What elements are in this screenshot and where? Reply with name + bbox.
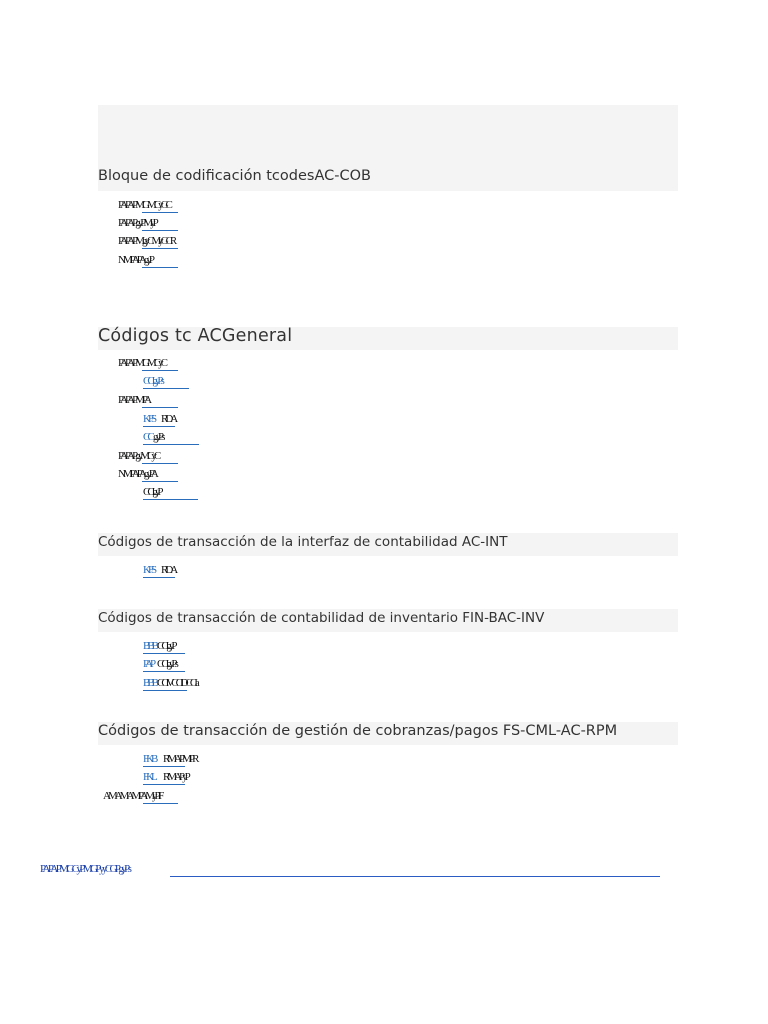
item-code-link[interactable]: BBB <box>143 640 157 652</box>
list-item[interactable] <box>118 234 178 250</box>
link-underline <box>143 499 198 500</box>
item-code-text: PAPAPMgyCMyGCR <box>118 235 175 247</box>
item-code-text: PAPAPMPA <box>118 394 150 406</box>
link-underline <box>143 766 185 767</box>
list-item[interactable] <box>143 752 199 768</box>
item-code-link[interactable]: BBB <box>143 677 157 689</box>
item-code-link[interactable]: CC <box>143 431 152 443</box>
item-code-text: RMAPyP <box>163 771 188 783</box>
item-code-text: CCIVCCIDCCIa <box>157 677 197 689</box>
link-underline <box>143 426 175 427</box>
list-item[interactable] <box>118 216 178 232</box>
item-code-link[interactable]: KFS <box>143 413 155 425</box>
list-item[interactable] <box>143 676 199 692</box>
item-code-link[interactable]: CCIgyPs <box>143 375 162 387</box>
section-title-int: Códigos de transacción de la interfaz de contabilidad AC-INT <box>98 534 508 550</box>
list-item[interactable] <box>143 430 199 446</box>
list-item[interactable] <box>118 253 178 269</box>
link-underline <box>143 388 189 389</box>
list-item[interactable] <box>118 393 178 409</box>
item-code-link[interactable]: PAP <box>143 658 154 670</box>
list-item[interactable] <box>143 657 185 673</box>
footer-link-underline <box>170 876 660 877</box>
footer-link[interactable]: PAPAPMGCyPMGPyyCGPgyPs <box>40 863 130 875</box>
item-code-text: CCIgyPs <box>157 658 176 670</box>
list-item[interactable] <box>118 356 178 372</box>
list-item[interactable] <box>143 485 198 501</box>
link-underline <box>143 444 199 445</box>
item-code-text: RDA <box>161 413 176 425</box>
item-code-link[interactable]: KFS <box>143 564 155 576</box>
link-underline <box>143 803 178 804</box>
item-code-text: CCIgyP <box>157 640 175 652</box>
item-code-text: NMPAPAgyP <box>118 254 152 266</box>
item-code-text: NMPAPAgyPA <box>118 468 156 480</box>
link-underline <box>143 690 187 691</box>
list-item[interactable] <box>143 770 189 786</box>
item-code-text: RMAPMPR <box>163 753 197 765</box>
list-item[interactable] <box>143 412 185 428</box>
list-item[interactable] <box>118 198 178 214</box>
item-code-text: PAPAPMGMCyGC <box>118 199 170 211</box>
link-underline <box>142 370 178 371</box>
link-underline <box>143 671 185 672</box>
section-title-rpm: Códigos de transacción de gestión de cobranzas/pagos FS-CML-AC-RPM <box>98 723 618 739</box>
section-title-general: Códigos tc ACGeneral <box>98 326 293 346</box>
list-item[interactable] <box>143 563 185 579</box>
link-underline <box>142 248 178 249</box>
link-underline <box>142 463 178 464</box>
link-underline <box>142 481 178 482</box>
item-code-text: gyPs <box>153 431 163 443</box>
link-underline <box>142 407 178 408</box>
link-underline <box>143 653 185 654</box>
section-title-cob: Bloque de codificación tcodesAC-COB <box>98 168 371 184</box>
item-code-link[interactable]: FKL <box>143 771 155 783</box>
list-item[interactable] <box>143 639 185 655</box>
item-code-text: CCIgyP <box>143 486 161 498</box>
link-underline <box>142 267 178 268</box>
item-code-text: RDA <box>161 564 176 576</box>
section-title-inv: Códigos de transacción de contabilidad de inventario FIN-BAC-INV <box>98 610 545 626</box>
item-code-link[interactable]: FKB <box>143 753 156 765</box>
item-code-text: PAPAPgyMCyC <box>118 450 159 462</box>
list-item[interactable] <box>103 789 178 805</box>
link-underline <box>142 230 178 231</box>
item-code-text: AMAMAMPAMyPIF <box>103 790 162 802</box>
list-item[interactable] <box>143 374 189 390</box>
item-code-text: PAPAPMGMCyC <box>118 357 165 369</box>
link-underline <box>142 212 178 213</box>
list-item[interactable] <box>118 467 178 483</box>
link-underline <box>143 577 175 578</box>
item-code-text: PAPAPgyPMyP <box>118 217 156 229</box>
list-item[interactable] <box>118 449 178 465</box>
link-underline <box>143 784 185 785</box>
